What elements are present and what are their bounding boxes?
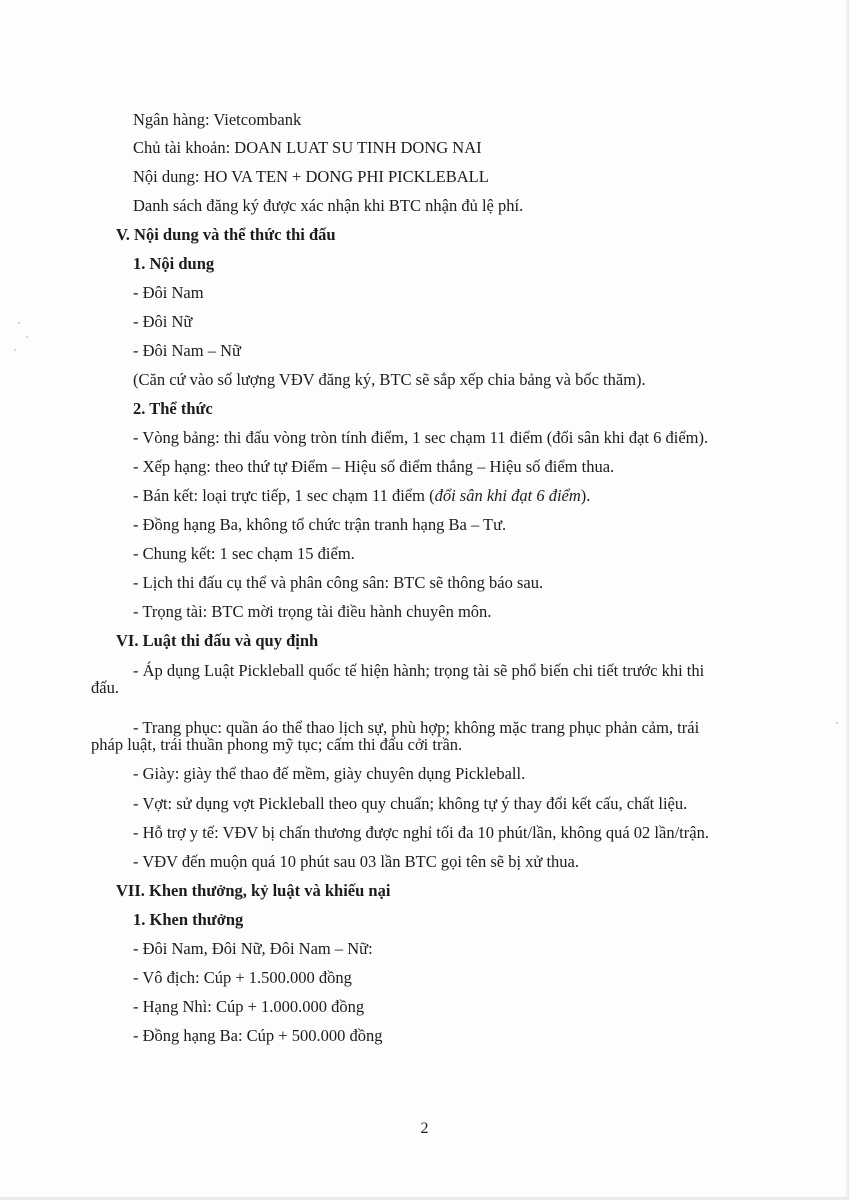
event-mixed-doubles: - Đôi Nam – Nữ [133, 341, 241, 360]
semifinal-text: - Bán kết: loại trực tiếp, 1 sec chạm 11 điểm ( [133, 486, 435, 505]
awards-categories: - Đôi Nam, Đôi Nữ, Đôi Nam – Nữ: [133, 939, 373, 958]
format-final: - Chung kết: 1 sec chạm 15 điểm. [133, 544, 355, 563]
scan-speck [18, 322, 20, 324]
page-number: 2 [420, 1120, 429, 1137]
scan-edge-right [845, 0, 849, 1200]
rule-late: - VĐV đến muộn quá 10 phút sau 03 lần BTC gọi tên sẽ bị xử thua. [133, 852, 579, 871]
event-women-doubles: - Đôi Nữ [133, 312, 193, 331]
rule-attire: - Trang phục: quần áo thể thao lịch sự, phù hợp; không mặc trang phục phản cảm, trái [133, 718, 700, 737]
registration-note: Danh sách đăng ký được xác nhận khi BTC nhận đủ lệ phí. [133, 196, 524, 215]
scan-speck [836, 722, 838, 724]
rule-medical: - Hỗ trợ y tế: VĐV bị chấn thương được nghỉ tối đa 10 phút/lần, không quá 02 lần/trận. [133, 823, 709, 842]
rule-paddle: - Vợt: sử dụng vợt Pickleball theo quy chuẩn; không tự ý thay đổi kết cấu, chất liệu. [133, 794, 688, 813]
scan-speck [26, 336, 28, 338]
rule-international-cont: đấu. [91, 678, 119, 697]
format-semifinal [133, 486, 590, 506]
award-third-place: - Đồng hạng Ba: Cúp + 500.000 đồng [133, 1026, 383, 1045]
subsection-format-heading: 2. Thể thức [133, 399, 213, 418]
subsection-awards-heading: 1. Khen thưởng [133, 910, 244, 929]
section-v-heading: V. Nội dung và thể thức thi đấu [116, 225, 336, 244]
account-holder-line: Chủ tài khoản: DOAN LUAT SU TINH DONG NAI [133, 138, 482, 157]
format-third-place: - Đồng hạng Ba, không tổ chức trận tranh hạng Ba – Tư. [133, 515, 507, 534]
transfer-content-line: Nội dung: HO VA TEN + DONG PHI PICKLEBALL [133, 167, 489, 186]
event-men-doubles: - Đôi Nam [133, 283, 204, 302]
award-runner-up: - Hạng Nhì: Cúp + 1.000.000 đồng [133, 997, 365, 1016]
format-schedule: - Lịch thi đấu cụ thể và phân công sân: BTC sẽ thông báo sau. [133, 573, 544, 592]
bank-name-line: Ngân hàng: Vietcombank [133, 110, 302, 129]
semifinal-italic-note: đổi sân khi đạt 6 điểm [434, 486, 581, 505]
format-ranking: - Xếp hạng: theo thứ tự Điểm – Hiệu số điểm thắng – Hiệu số điểm thua. [133, 457, 615, 476]
format-group-stage: - Vòng bảng: thi đấu vòng tròn tính điểm, 1 sec chạm 11 điểm (đổi sân khi đạt 6 điểm). [133, 428, 709, 447]
section-vi-heading: VI. Luật thi đấu và quy định [116, 631, 319, 650]
rule-shoes: - Giày: giày thể thao đế mềm, giày chuyên dụng Pickleball. [133, 764, 526, 783]
subsection-content-heading: 1. Nội dung [133, 254, 215, 273]
award-champion: - Vô địch: Cúp + 1.500.000 đồng [133, 968, 352, 987]
section-vii-heading: VII. Khen thưởng, kỷ luật và khiếu nại [116, 881, 391, 900]
semifinal-text-end: ). [580, 486, 591, 505]
draw-note: (Căn cứ vào số lượng VĐV đăng ký, BTC sẽ sắp xếp chia bảng và bốc thăm). [133, 370, 646, 389]
rule-attire-cont: pháp luật, trái thuần phong mỹ tục; cấm thi đấu cởi trần. [91, 735, 463, 754]
rule-international: - Áp dụng Luật Pickleball quốc tế hiện hành; trọng tài sẽ phổ biến chi tiết trước khi thi [133, 661, 705, 680]
format-referee: - Trọng tài: BTC mời trọng tài điều hành chuyên môn. [133, 602, 492, 621]
scan-speck [14, 349, 16, 351]
